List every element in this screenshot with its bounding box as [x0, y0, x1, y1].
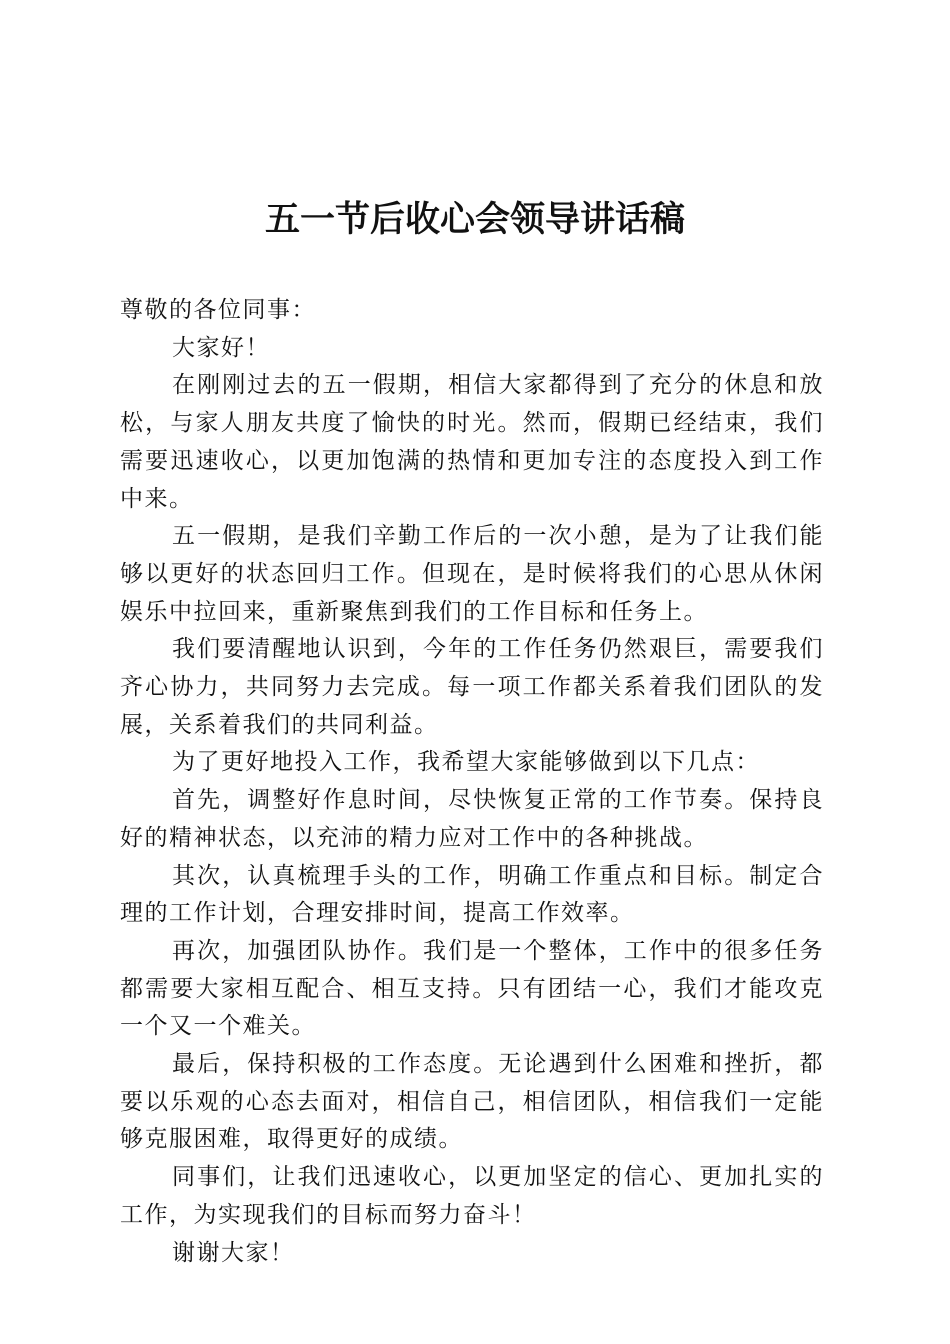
document-body [120, 292, 824, 1272]
paragraph-second: 其次，认真梳理手头的工作，明确工作重点和目标。制定合理的工作计划，合理安排时间，提高工作效率。 [120, 862, 824, 927]
paragraph-refocus: 五一假期，是我们辛勤工作后的一次小憩，是为了让我们能够以更好的状态回归工作。但现在，是时候将我们的心思从休闲娱乐中拉回来，重新聚焦到我们的工作目标和任务上。 [120, 523, 824, 625]
paragraph-tasks: 我们要清醒地认识到，今年的工作任务仍然艰巨，需要我们齐心协力，共同努力去完成。每一项工作都关系着我们团队的发展，关系着我们的共同利益。 [120, 636, 824, 738]
paragraph-greeting: 大家好！ [172, 334, 270, 361]
paragraph-first: 首先，调整好作息时间，尽快恢复正常的工作节奏。保持良好的精神状态，以充沛的精力应对工作中的各种挑战。 [120, 787, 824, 851]
paragraph-thanks: 谢谢大家！ [172, 1239, 295, 1266]
salutation: 尊敬的各位同事： [120, 297, 316, 323]
paragraph-holiday-over: 在刚刚过去的五一假期，相信大家都得到了充分的休息和放松，与家人朋友共度了愉快的时光。然而，假期已经结束，我们需要迅速收心，以更加饱满的热情和更加专注的态度投入到工作中来。 [120, 372, 824, 512]
paragraph-third: 再次，加强团队协作。我们是一个整体，工作中的很多任务都需要大家相互配合、相互支持。只有团结一心，我们才能攻克一个又一个难关。 [120, 937, 824, 1040]
document-title: 五一节后收心会领导讲话稿 [264, 199, 685, 240]
paragraph-hopes-intro: 为了更好地投入工作，我希望大家能够做到以下几点： [172, 749, 760, 776]
paragraph-last: 最后，保持积极的工作态度。无论遇到什么困难和挫折，都要以乐观的心态去面对，相信自己，相信团队，相信我们一定能够克服困难，取得更好的成绩。 [120, 1051, 824, 1153]
paragraph-call-to-action: 同事们，让我们迅速收心，以更加坚定的信心、更加扎实的工作，为实现我们的目标而努力奋斗！ [120, 1164, 824, 1228]
